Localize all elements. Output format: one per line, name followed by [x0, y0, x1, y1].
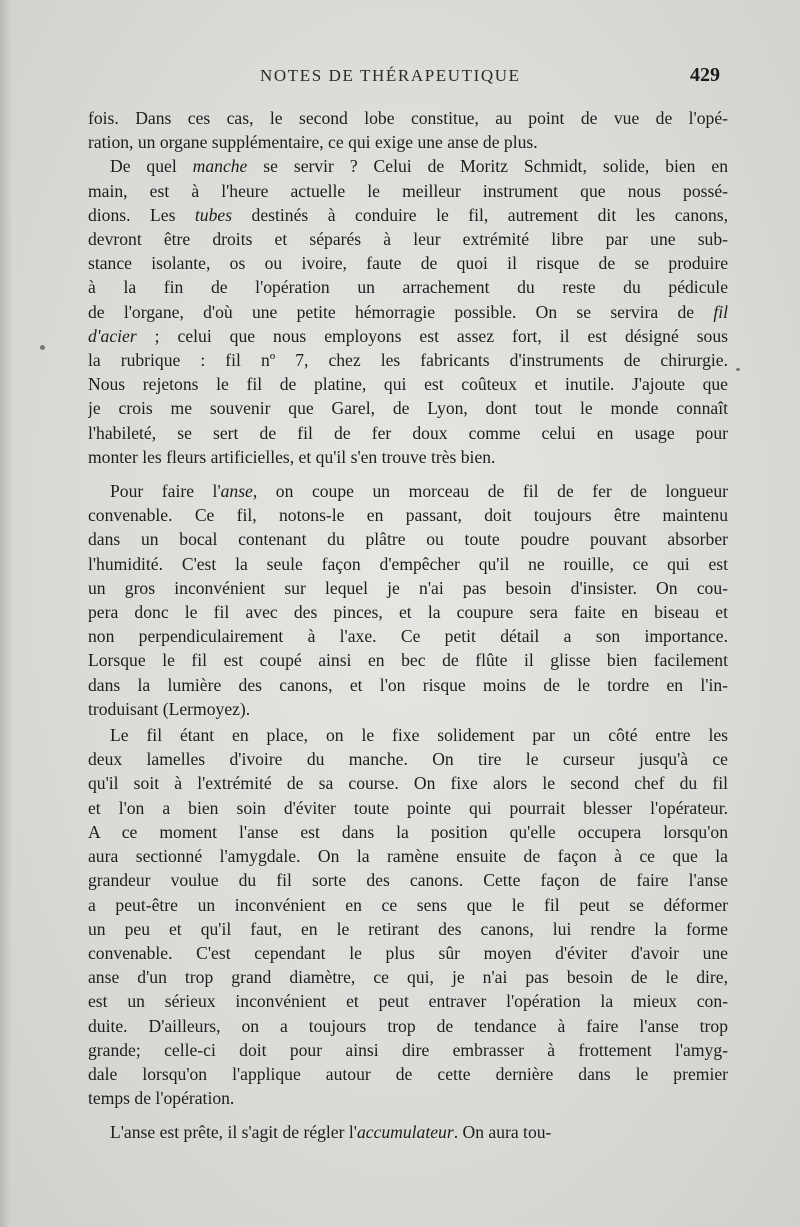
text-line: Nous rejetons le fil de platine, qui est coûteux et inutile. J'ajoute que — [88, 374, 728, 395]
paragraph-5 — [88, 1120, 728, 1144]
text-line: qu'il soit à l'extrémité de sa course. On fixe alors le second chef du fil — [88, 773, 728, 794]
text-line: troduisant (Lermoyez). — [88, 698, 251, 719]
text-line: je crois me souvenir que Garel, de Lyon, dont tout le monde connaît — [88, 398, 728, 419]
text-line: Le fil étant en place, on le fixe solidement par un côté entre les — [110, 725, 728, 746]
text-line: fois. Dans ces cas, le second lobe constitue, au point de vue de l'opé- — [88, 108, 728, 128]
paragraph-3 — [88, 479, 728, 721]
text-line: dans la lumière des canons, et l'on risque moins de le tordre en l'in- — [88, 674, 728, 695]
text-line: temps de l'opération. — [88, 1088, 235, 1109]
text-line: et l'on a bien soin d'éviter toute pointe qui pourrait blesser l'opérateur. — [88, 797, 728, 818]
paragraph-4 — [88, 723, 728, 1110]
text-line: anse d'un trop grand diamètre, ce qui, je n'ai pas besoin de le dire, — [88, 967, 728, 988]
text-line: stance isolante, os ou ivoire, faute de quoi il risque de se produire — [88, 253, 728, 274]
text-line: la rubrique : fil nº 7, chez les fabricants d'instruments de chirurgie. — [88, 350, 728, 371]
running-title: NOTES DE THÉRAPEUTIQUE — [260, 66, 521, 85]
text-line: dions. Les tubes destinés à conduire le fil, autrement dit les canons, — [88, 204, 728, 225]
text-line: non perpendiculairement à l'axe. Ce petit détail a son importance. — [88, 626, 728, 647]
text-line: grande; celle-ci doit pour ainsi dire embrasser à frottement l'amyg- — [88, 1039, 728, 1060]
text-line: Pour faire l'anse, on coupe un morceau de fil de fer de longueur — [110, 481, 728, 502]
text-line: L'anse est prête, il s'agit de régler l'accumulateur. On aura tou- — [110, 1122, 552, 1143]
margin-mark-right — [736, 368, 740, 371]
text-line: aura sectionné l'amygdale. On la ramène ensuite de façon à ce que la — [88, 846, 728, 867]
text-line: un peu et qu'il faut, en le retirant des canons, lui rendre la forme — [88, 918, 728, 939]
text-line: pera donc le fil avec des pinces, et la coupure sera faite en biseau et — [88, 602, 728, 623]
text-line: duite. D'ailleurs, on a toujours trop de tendance à faire l'anse trop — [88, 1015, 728, 1036]
paragraph-1 — [88, 106, 728, 154]
text-line: un gros inconvénient sur lequel je n'ai pas besoin d'insister. On cou- — [88, 577, 728, 598]
body-text — [88, 106, 728, 1145]
margin-mark-left — [40, 345, 45, 350]
text-line: à la fin de l'opération un arrachement du reste du pédicule — [88, 277, 728, 298]
text-line: est un sérieux inconvénient et peut entraver l'opération la mieux con- — [88, 991, 728, 1012]
text-line: monter les fleurs artificielles, et qu'il s'en trouve très bien. — [88, 446, 496, 467]
page-number: 429 — [690, 64, 720, 86]
text-line: ration, un organe supplémentaire, ce qui exige une anse de plus. — [88, 132, 538, 153]
text-line: l'humidité. C'est la seule façon d'empêcher qu'il ne rouille, ce qui est — [88, 553, 728, 574]
text-line: convenable. C'est cependant le plus sûr moyen d'éviter d'avoir une — [88, 942, 728, 963]
text-line: De quel manche se servir ? Celui de Moritz Schmidt, solide, bien en — [110, 156, 728, 177]
text-line: dale lorsqu'on l'applique autour de cette dernière dans le premier — [88, 1063, 728, 1084]
text-line: dans un bocal contenant du plâtre ou toute poudre pouvant absorber — [88, 529, 728, 550]
text-line: a peut-être un inconvénient en ce sens que le fil peut se déformer — [88, 894, 728, 915]
text-line: main, est à l'heure actuelle le meilleur instrument que nous possé- — [88, 180, 728, 201]
page-edge-shadow — [0, 0, 12, 1227]
text-line: Lorsque le fil est coupé ainsi en bec de flûte il glisse bien facilement — [88, 650, 728, 671]
paragraph-2 — [88, 154, 728, 469]
text-line: A ce moment l'anse est dans la position qu'elle occupera lorsqu'on — [88, 821, 728, 842]
text-line: convenable. Ce fil, notons-le en passant, doit toujours être maintenu — [88, 505, 728, 526]
text-line: l'habileté, se sert de fil de fer doux comme celui en usage pour — [88, 422, 728, 443]
text-line: deux lamelles d'ivoire du manche. On tire le curseur jusqu'à ce — [88, 749, 728, 770]
page-header — [88, 66, 728, 90]
text-line: d'acier ; celui que nous employons est assez fort, il est désigné sous — [88, 325, 728, 346]
text-line: de l'organe, d'où une petite hémorragie possible. On se servira de fil — [88, 301, 728, 322]
text-line: devront être droits et séparés à leur extrémité libre par une sub- — [88, 229, 728, 250]
text-line: grandeur voulue du fil sorte des canons. Cette façon de faire l'anse — [88, 870, 728, 891]
